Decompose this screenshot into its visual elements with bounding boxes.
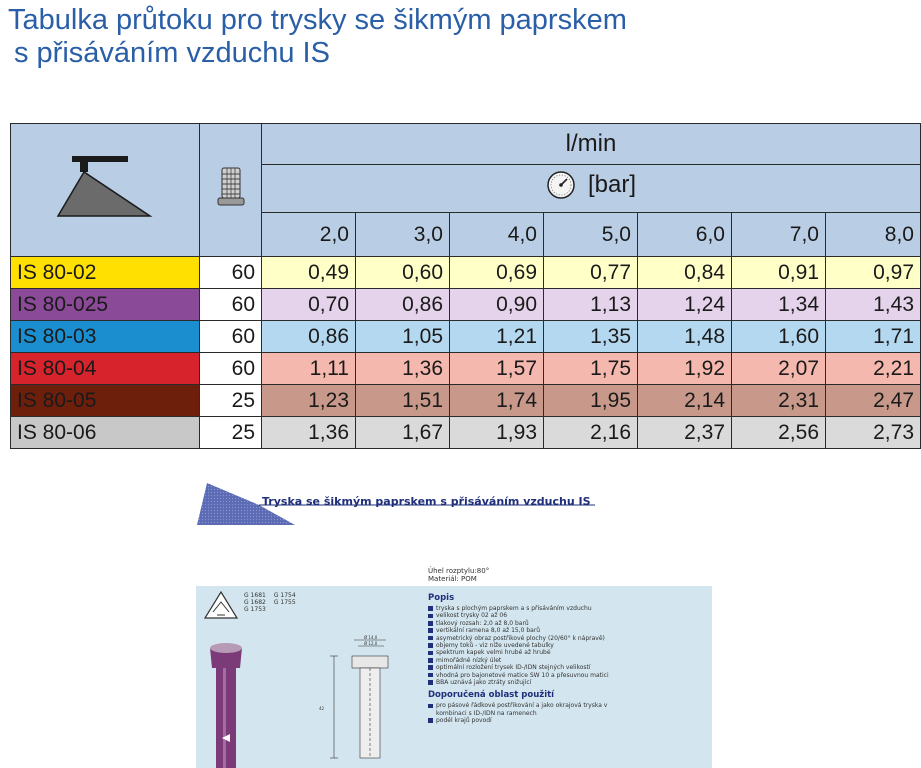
- popis-list: [428, 605, 708, 686]
- flow-value: 1,60: [732, 321, 826, 353]
- flow-value: 1,34: [732, 289, 826, 321]
- pressure-7: 7,0: [732, 213, 826, 257]
- flow-value: 1,51: [356, 385, 450, 417]
- table-row: [11, 257, 921, 289]
- pressure-5: 5,0: [544, 213, 638, 257]
- pressure-header: [262, 165, 921, 213]
- flow-value: 2,14: [638, 385, 732, 417]
- popis-heading: Popis: [428, 593, 455, 603]
- list-item: kombinaci s ID-/IDN na ramenech: [436, 709, 537, 717]
- flow-value: 0,97: [826, 257, 921, 289]
- list-item: BBA uznává jako ztráty snižující: [428, 679, 708, 686]
- dim-height: 42: [319, 706, 325, 711]
- spray-angle: Úhel rozptylu:80°: [428, 567, 490, 575]
- flow-value: 1,92: [638, 353, 732, 385]
- ribbon-caption: Tryska se šikmým paprskem s přisáváním vzduchu IS: [262, 495, 591, 508]
- pressure-unit: [bar]: [587, 171, 637, 198]
- dim-outer: Ø 14,0: [364, 635, 378, 640]
- list-item: tryska s plochým paprskem a s přisáváním vzduchu: [428, 605, 708, 612]
- nozzle-spray-icon-cell: [11, 124, 200, 257]
- table-row: [11, 321, 921, 353]
- code: G 1682: [244, 599, 266, 606]
- nozzle-name: IS 80-02: [11, 257, 200, 289]
- table-row: [11, 353, 921, 385]
- flow-value: 2,56: [732, 417, 826, 449]
- nozzle-name: IS 80-04: [11, 353, 200, 385]
- flow-value: 1,35: [544, 321, 638, 353]
- flow-value: 1,57: [450, 353, 544, 385]
- title-line-2: s přisáváním vzduchu IS: [14, 37, 330, 69]
- approval-codes: [244, 592, 296, 613]
- filter-mesh: 60: [200, 321, 262, 353]
- list-item: podél krajů povodí: [428, 717, 708, 724]
- nozzle-name: IS 80-03: [11, 321, 200, 353]
- use-list: [428, 702, 708, 724]
- flow-value: 1,11: [262, 353, 356, 385]
- flow-value: 0,69: [450, 257, 544, 289]
- filter-mesh: 60: [200, 257, 262, 289]
- flow-value: 2,07: [732, 353, 826, 385]
- flow-value: 1,43: [826, 289, 921, 321]
- flow-value: 1,95: [544, 385, 638, 417]
- pressure-6: 6,0: [638, 213, 732, 257]
- pressure-2: 2,0: [262, 213, 356, 257]
- unit-header: l/min: [262, 124, 921, 165]
- product-brochure: [196, 586, 712, 768]
- code: G 1753: [244, 606, 266, 613]
- pressure-8: 8,0: [826, 213, 921, 257]
- flow-value: 0,70: [262, 289, 356, 321]
- flow-value: 1,36: [262, 417, 356, 449]
- flow-value: 0,86: [356, 289, 450, 321]
- flow-value: 1,74: [450, 385, 544, 417]
- flow-value: 1,67: [356, 417, 450, 449]
- table-row: [11, 385, 921, 417]
- filter-mesh: 60: [200, 353, 262, 385]
- nozzle-name: IS 80-05: [11, 385, 200, 417]
- flow-table: [10, 123, 921, 449]
- flow-value: 1,71: [826, 321, 921, 353]
- code: G 1681: [244, 592, 266, 599]
- flow-value: 0,86: [262, 321, 356, 353]
- flow-value: 1,75: [544, 353, 638, 385]
- filter-mesh: 60: [200, 289, 262, 321]
- flow-value: 0,49: [262, 257, 356, 289]
- nozzle-photo: [196, 640, 256, 768]
- list-item: asymetrický obraz postřikové plochy (20/60° k nápravě): [428, 635, 708, 642]
- filter-mesh: 25: [200, 385, 262, 417]
- nozzle-name: IS 80-025: [11, 289, 200, 321]
- flow-value: 0,90: [450, 289, 544, 321]
- filter-mesh: 25: [200, 417, 262, 449]
- list-item: optimální rozložení trysek ID-/IDN stejných velikostí: [428, 664, 708, 671]
- angled-spray-icon: [50, 152, 160, 222]
- flow-value: 2,31: [732, 385, 826, 417]
- list-item: pro pásové řádkové postřikování a jako okrajová tryska v: [428, 702, 708, 709]
- list-item: vhodná pro bajonetové matice SW 10 a přesuvnou matici: [428, 672, 708, 679]
- description-column: [428, 593, 708, 729]
- flow-value: 1,24: [638, 289, 732, 321]
- flow-value: 1,13: [544, 289, 638, 321]
- flow-value: 0,60: [356, 257, 450, 289]
- flow-value: 2,16: [544, 417, 638, 449]
- flow-value: 2,37: [638, 417, 732, 449]
- nozzle-name: IS 80-06: [11, 417, 200, 449]
- list-item: tlakový rozsah: 2,0 až 8,0 barů: [428, 620, 708, 627]
- list-item: vertikální ramena 8,0 až 15,0 barů: [428, 627, 708, 634]
- flow-value: 0,77: [544, 257, 638, 289]
- flow-value: 1,23: [262, 385, 356, 417]
- nozzle-spec: [428, 567, 489, 583]
- table-row: [11, 417, 921, 449]
- technical-drawing: [314, 634, 404, 764]
- pressure-gauge-icon: [546, 170, 576, 200]
- flow-value: 1,21: [450, 321, 544, 353]
- warning-triangle-icon: [203, 590, 239, 620]
- list-item: mimořádně nízký úlet: [428, 657, 708, 664]
- table-row: [11, 289, 921, 321]
- flow-value: 1,93: [450, 417, 544, 449]
- flow-value: 1,05: [356, 321, 450, 353]
- list-item: velikost trysky 02 až 06: [428, 612, 708, 619]
- flow-value: 2,73: [826, 417, 921, 449]
- material: Materiál: POM: [428, 575, 477, 583]
- list-item: objemy toků - viz níže uvedené tabulky: [428, 642, 708, 649]
- flow-value: 1,48: [638, 321, 732, 353]
- code: G 1755: [273, 599, 296, 606]
- use-heading: Doporučená oblast použití: [428, 690, 555, 701]
- flow-value: 0,84: [638, 257, 732, 289]
- page-title: [8, 4, 627, 70]
- flow-value: 2,21: [826, 353, 921, 385]
- flow-value: 2,47: [826, 385, 921, 417]
- filter-strainer-icon: [216, 165, 246, 209]
- list-item: spektrum kapek velmi hrubé až hrubé: [428, 649, 708, 656]
- flow-value: 0,91: [732, 257, 826, 289]
- flow-value: 1,36: [356, 353, 450, 385]
- code: G 1754: [273, 592, 296, 599]
- dim-inner: Ø 12,0: [364, 641, 378, 646]
- pressure-3: 3,0: [356, 213, 450, 257]
- filter-icon-cell: [200, 124, 262, 257]
- title-line-1: Tabulka průtoku pro trysky se šikmým paprskem: [8, 4, 627, 36]
- pressure-4: 4,0: [450, 213, 544, 257]
